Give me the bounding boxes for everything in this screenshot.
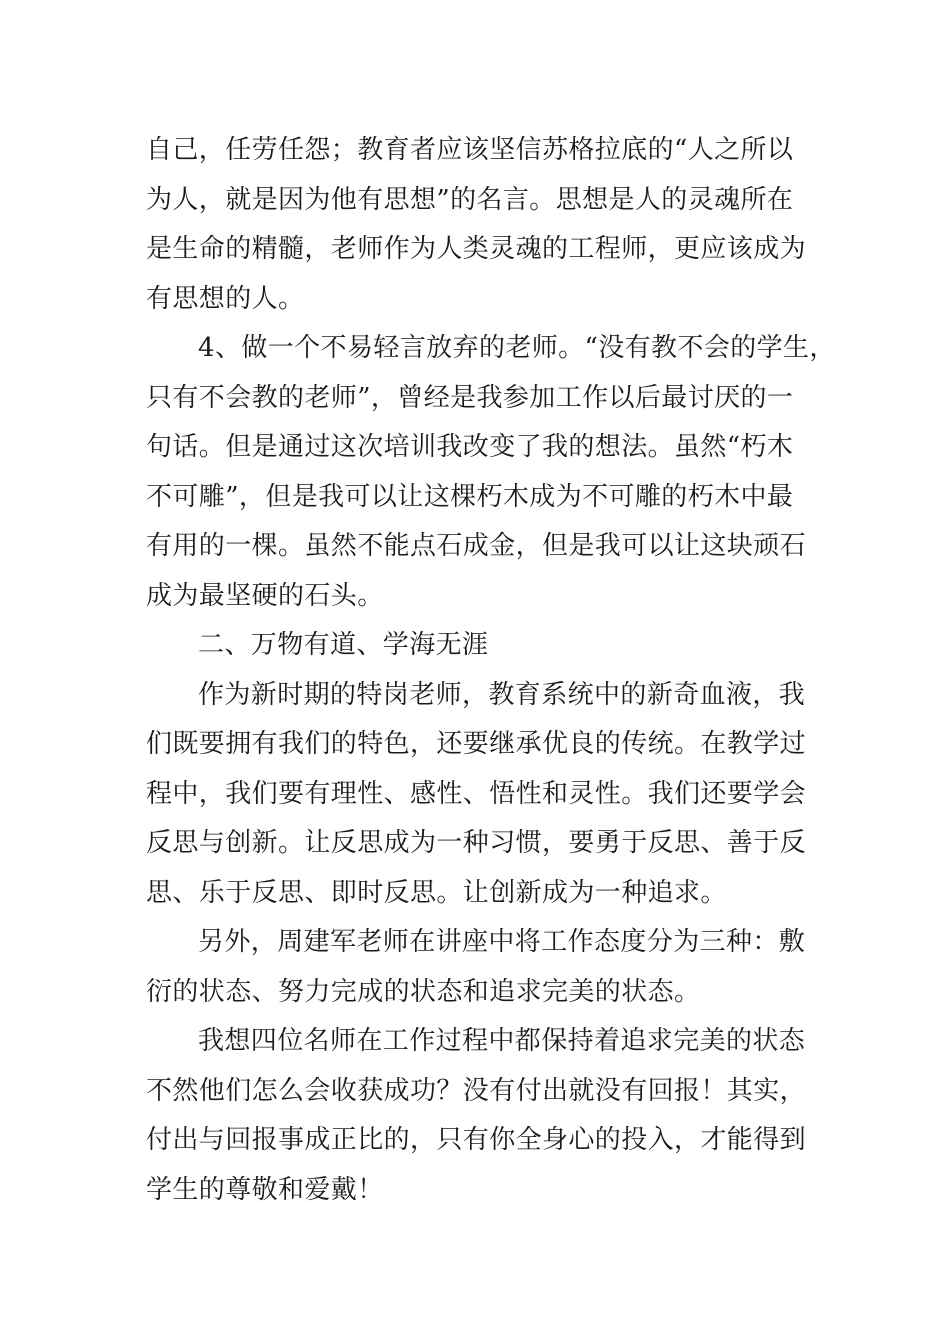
text-line: 作为新时期的特岗老师，教育系统中的新奇血液，我 [198,679,806,710]
section-heading: 二、万物有道、学海无涯 [198,630,489,660]
text-line: 程中，我们要有理性、感性、悟性和灵性。我们还要学会 [146,778,807,809]
text-line: 4、做一个不易轻言放弃的老师。“没有教不会的学生， [198,333,836,363]
text-line: 付出与回报事成正比的，只有你全身心的投入，才能得到 [146,1125,807,1155]
text-line: 反思与创新。让反思成为一种习惯，要勇于反思、善于反 [146,828,807,858]
text-line: 们既要拥有我们的特色，还要继承优良的传统。在教学过 [146,729,807,759]
text-line: 只有不会教的老师”，曾经是我参加工作以后最讨厌的一 [146,382,794,413]
text-line: 衍的状态、努力完成的状态和追求完美的状态。 [146,976,701,1007]
text-line: 是生命的精髓，老师作为人类灵魂的工程师，更应该成为 [146,234,807,264]
text-line: 有思想的人。 [146,283,305,314]
body-text [146,126,836,1215]
text-line: 学生的尊敬和爱戴！ [146,1174,384,1205]
text-line: 我想四位名师在工作过程中都保持着追求完美的状态 [198,1026,806,1056]
text-line: 有用的一棵。虽然不能点石成金，但是我可以让这块顽石 [146,531,807,561]
text-line: 不然他们怎么会收获成功？没有付出就没有回报！其实， [146,1075,807,1106]
text-line: 为人，就是因为他有思想”的名言。思想是人的灵魂所在 [146,184,794,215]
text-line: 成为最坚硬的石头。 [146,580,384,611]
text-line: 自己，任劳任怨；教育者应该坚信苏格拉底的“人之所以 [146,135,794,165]
text-line: 不可雕”，但是我可以让这棵朽木成为不可雕的朽木中最 [146,481,794,512]
text-line: 另外，周建军老师在讲座中将工作态度分为三种：敷 [198,927,806,957]
text-line: 思、乐于反思、即时反思。让创新成为一种追求。 [146,877,727,908]
text-line: 句话。但是通过这次培训我改变了我的想法。虽然“朽木 [146,432,794,462]
